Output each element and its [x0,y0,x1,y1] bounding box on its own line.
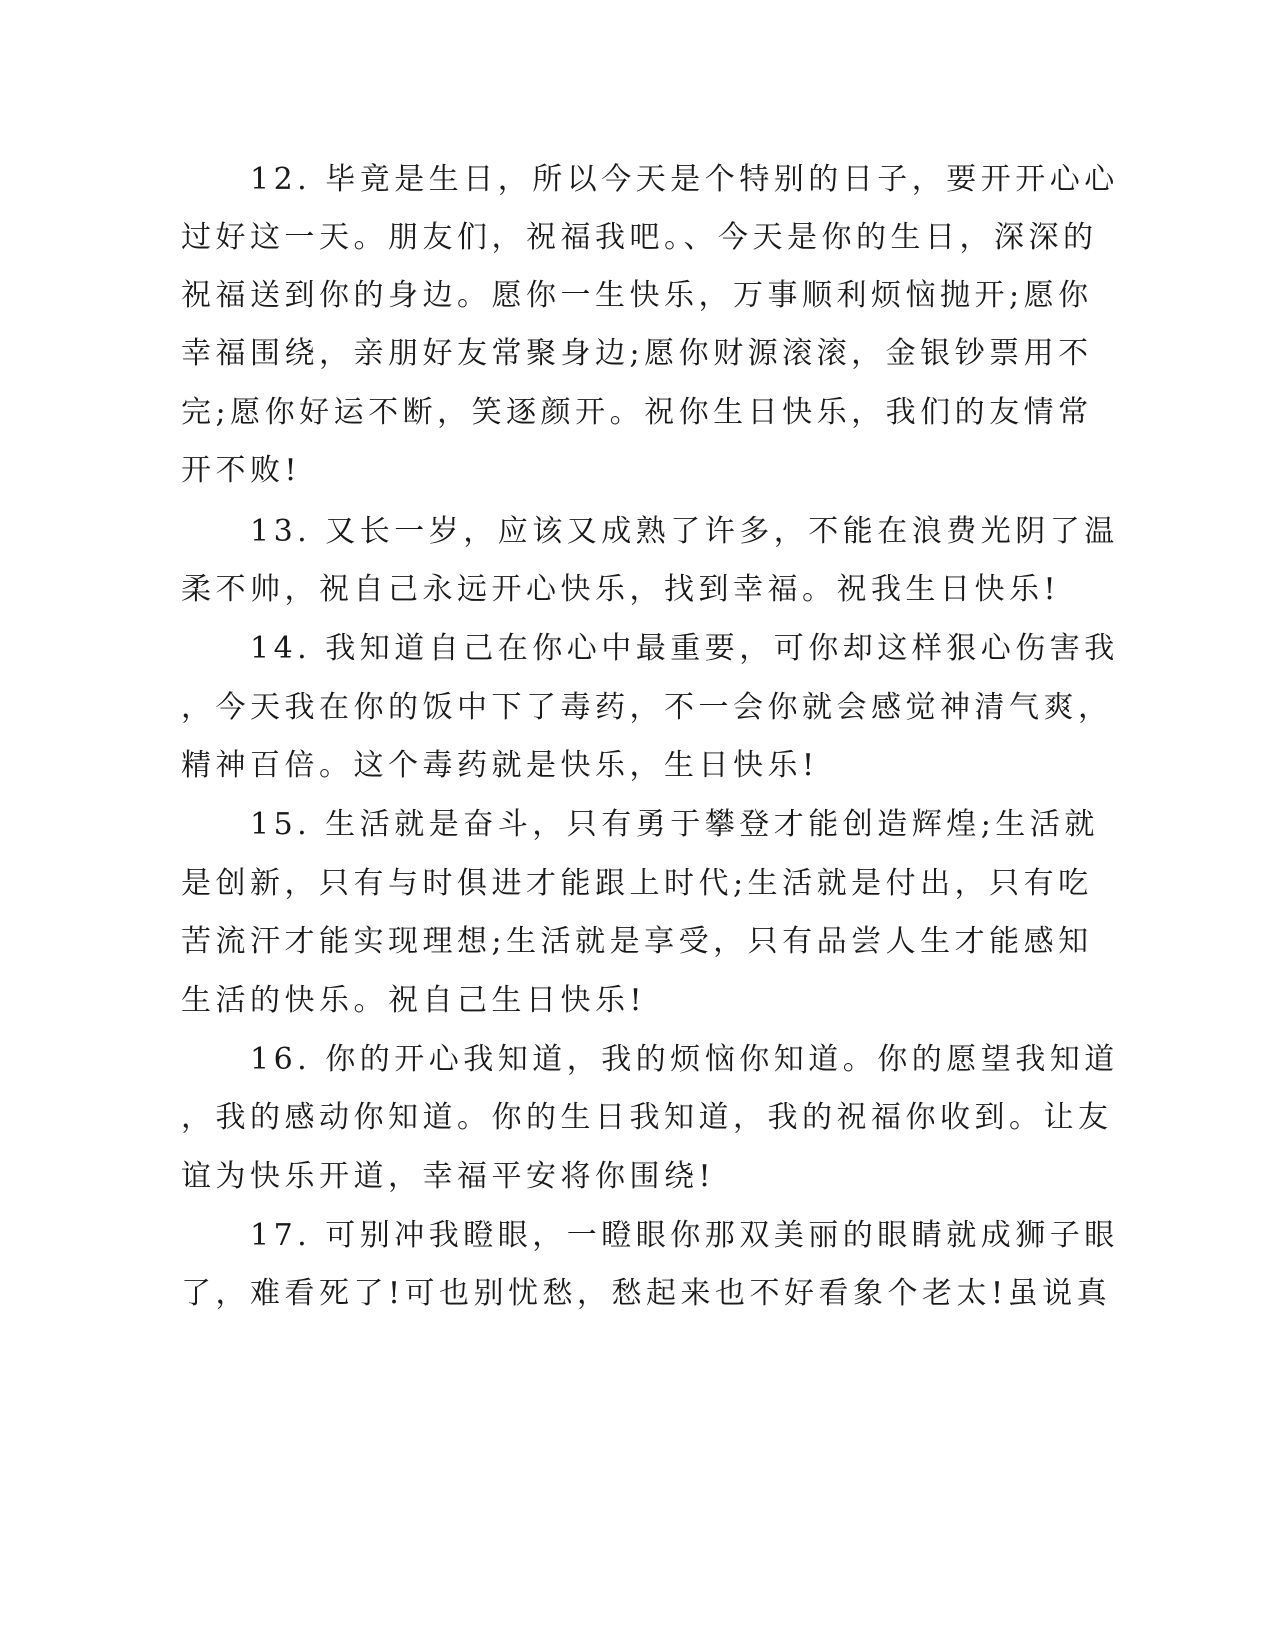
paragraph-17-line-1: 17. 可别冲我瞪眼，一瞪眼你那双美丽的眼睛就成狮子眼 [250,1218,1119,1253]
paragraph-17-line-2: 了，难看死了!可也别忧愁，愁起来也不好看象个老太!虽说真 [181,1276,1112,1311]
paragraph-12-line-2: 过好这一天。朋友们，祝福我吧。、今天是你的生日，深深的 [181,220,1098,255]
paragraph-12-line-4: 幸福围绕，亲朋好友常聚身边;愿你财源滚滚，金银钞票用不 [181,336,1093,371]
paragraph-15-line-4: 生活的快乐。祝自己生日快乐! [181,983,647,1018]
paragraph-12-line-1: 12. 毕竟是生日，所以今天是个特别的日子，要开开心心 [250,162,1119,197]
paragraph-16-line-3: 谊为快乐开道，幸福平安将你围绕! [181,1159,716,1194]
paragraph-13-line-2: 柔不帅，祝自己永远开心快乐，找到幸福。祝我生日快乐! [181,572,1061,607]
paragraph-12-line-6: 开不败! [181,453,302,488]
paragraph-14-line-1: 14. 我知道自己在你心中最重要，可你却这样狠心伤害我 [250,631,1119,666]
paragraph-15-line-3: 苦流汗才能实现理想;生活就是享受，只有品尝人生才能感知 [181,924,1093,959]
paragraph-13-line-1: 13. 又长一岁，应该又成熟了许多，不能在浪费光阴了温 [250,514,1119,549]
paragraph-15-line-2: 是创新，只有与时俱进才能跟上时代;生活就是付出，只有吃 [181,866,1093,901]
paragraph-14-line-2: ，今天我在你的饭中下了毒药，不一会你就会感觉神清气爽， [181,690,1113,725]
paragraph-16-line-2: ，我的感动你知道。你的生日我知道，我的祝福你收到。让友 [181,1100,1113,1135]
paragraph-16-line-1: 16. 你的开心我知道，我的烦恼你知道。你的愿望我知道 [250,1042,1119,1077]
paragraph-12-line-3: 祝福送到你的身边。愿你一生快乐，万事顺利烦恼抛开;愿你 [181,278,1093,313]
paragraph-15-line-1: 15. 生活就是奋斗，只有勇于攀登才能创造辉煌;生活就 [250,807,1099,842]
paragraph-14-line-3: 精神百倍。这个毒药就是快乐，生日快乐! [181,748,819,783]
paragraph-12-line-5: 完;愿你好运不断，笑逐颜开。祝你生日快乐，我们的友情常 [181,395,1093,430]
